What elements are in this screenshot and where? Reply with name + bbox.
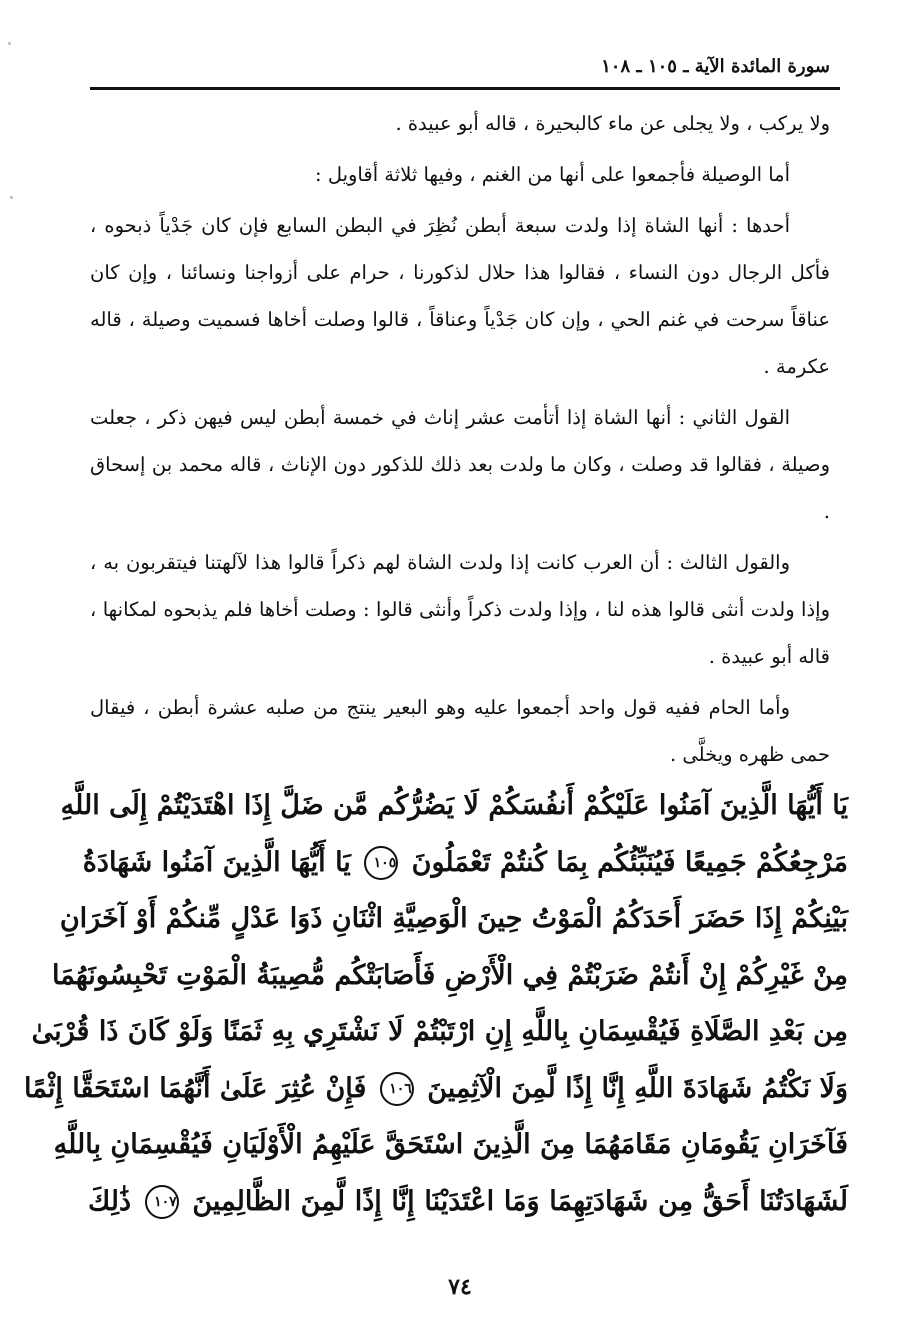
- scan-speck: [10, 196, 13, 199]
- commentary-paragraph: ولا يركب ، ولا يجلى عن ماء كالبحيرة ، قاله أبو عبيدة .: [395, 112, 830, 135]
- quran-verses: [24, 778, 848, 1230]
- scan-speck: [8, 42, 11, 45]
- verse-line: [51, 948, 848, 1005]
- verse-text: بَيْنِكُمْ إِذَا حَضَرَ أَحَدَكُمُ الْمَوْتُ حِينَ الْوَصِيَّةِ اثْنَانِ ذَوَا عَدْلٍ مِّنكُمْ أَوْ آخَرَانِ: [59, 903, 848, 934]
- running-title: سورة المائدة الآية ـ ١٠٥ ـ ١٠٨: [601, 56, 830, 77]
- commentary-text: [90, 100, 830, 778]
- commentary-paragraph: وأما الحام ففيه قول واحد أجمعوا عليه وهو البعير ينتج من صلبه عشرة أبطن ، فيقال حمى ظهره ويخلَّى .: [90, 696, 830, 766]
- verse-text: لَشَهَادَتُنَا أَحَقُّ مِن شَهَادَتِهِمَا وَمَا اعْتَدَيْنَا إِنَّا إِذًا لَّمِنَ الظَّالِمِينَ: [192, 1185, 848, 1217]
- verse-text: مِنْ غَيْرِكُمْ إِنْ أَنتُمْ ضَرَبْتُمْ فِي الْأَرْضِ فَأَصَابَتْكُم مُّصِيبَةُ الْمَوْتِ تَحْبِسُونَهُمَا: [51, 959, 848, 991]
- verse-line: [31, 1004, 848, 1061]
- verse-text: مِن بَعْدِ الصَّلَاةِ فَيُقْسِمَانِ بِاللَّهِ إِنِ ارْتَبْتُمْ لَا نَشْتَرِي بِهِ ثَمَنًا وَلَوْ كَانَ ذَا قُرْبَىٰ: [31, 1016, 848, 1047]
- verse-text: يَا أَيُّهَا الَّذِينَ آمَنُوا عَلَيْكُمْ أَنفُسَكُمْ لَا يَضُرُّكُم مَّن ضَلَّ إِذَا اهْتَدَيْتُمْ إِلَى اللَّهِ: [60, 790, 848, 821]
- ayah-number-marker: ١٠٥: [364, 846, 398, 880]
- verse-text: فَإِنْ عُثِرَ عَلَىٰ أَنَّهُمَا اسْتَحَقَّا إِثْمًا: [24, 1072, 367, 1104]
- verse-text: وَلَا نَكْتُمُ شَهَادَةَ اللَّهِ إِنَّا إِذًا لَّمِنَ الْآثِمِينَ: [427, 1072, 848, 1104]
- commentary-paragraph: القول الثاني : أنها الشاة إذا أتأمت عشر إناث في خمسة أبطن ليس فيهن ذكر ، جعلت وصيلة ، فقالوا قد وصلت ، وكان ما ولدت بعد ذلك للذكور دون الإناث ، قاله محمد بن إسحاق .: [90, 406, 830, 523]
- commentary-paragraph: أحدها : أنها الشاة إذا ولدت سبعة أبطن نُظِرَ في البطن السابع فإن كان جَدْياً ذبحوه ، فأكل الرجال دون النساء ، فقالوا هذا حلال لذكورنا ، حرام على أزواجنا ونسائنا ، وإن كان عناقاً سرحت في غنم الحي ، وإن كان جَدْياً وعناقاً ، قالوا وصلت أخاها فسميت وصيلة ، قاله عكرمة .: [90, 214, 830, 378]
- verse-line: [53, 1117, 848, 1174]
- commentary-paragraph: أما الوصيلة فأجمعوا على أنها من الغنم ، وفيها ثلاثة أقاويل :: [315, 163, 790, 186]
- page-number: ٧٤: [448, 1274, 472, 1300]
- header-rule: [90, 87, 840, 90]
- verse-line: [59, 891, 848, 948]
- ayah-number-marker: ١٠٧: [145, 1185, 179, 1219]
- verse-text: مَرْجِعُكُمْ جَمِيعًا فَيُنَبِّئُكُم بِمَا كُنتُمْ تَعْمَلُونَ: [411, 846, 848, 878]
- verse-line: [82, 835, 848, 892]
- ayah-number-marker: ١٠٦: [380, 1072, 414, 1106]
- verse-text: فَآخَرَانِ يَقُومَانِ مَقَامَهُمَا مِنَ الَّذِينَ اسْتَحَقَّ عَلَيْهِمُ الْأَوْلَيَانِ فَيُقْسِمَانِ بِاللَّهِ: [53, 1129, 848, 1160]
- verse-line: [24, 1061, 848, 1118]
- verse-text: ذَٰلِكَ: [88, 1185, 132, 1217]
- commentary-paragraph: والقول الثالث : أن العرب كانت إذا ولدت الشاة لهم ذكراً قالوا هذا لآلهتنا فيتقربون به ، وإذا ولدت أنثى قالوا هذه لنا ، وإذا ولدت ذكراً وأنثى قالوا : وصلت أخاها فلم يذبحوه لمكانها ، قاله أبو عبيدة .: [90, 551, 830, 668]
- verse-line: [60, 778, 848, 835]
- verse-line: [88, 1174, 848, 1231]
- verse-text: يَا أَيُّهَا الَّذِينَ آمَنُوا شَهَادَةُ: [82, 846, 351, 878]
